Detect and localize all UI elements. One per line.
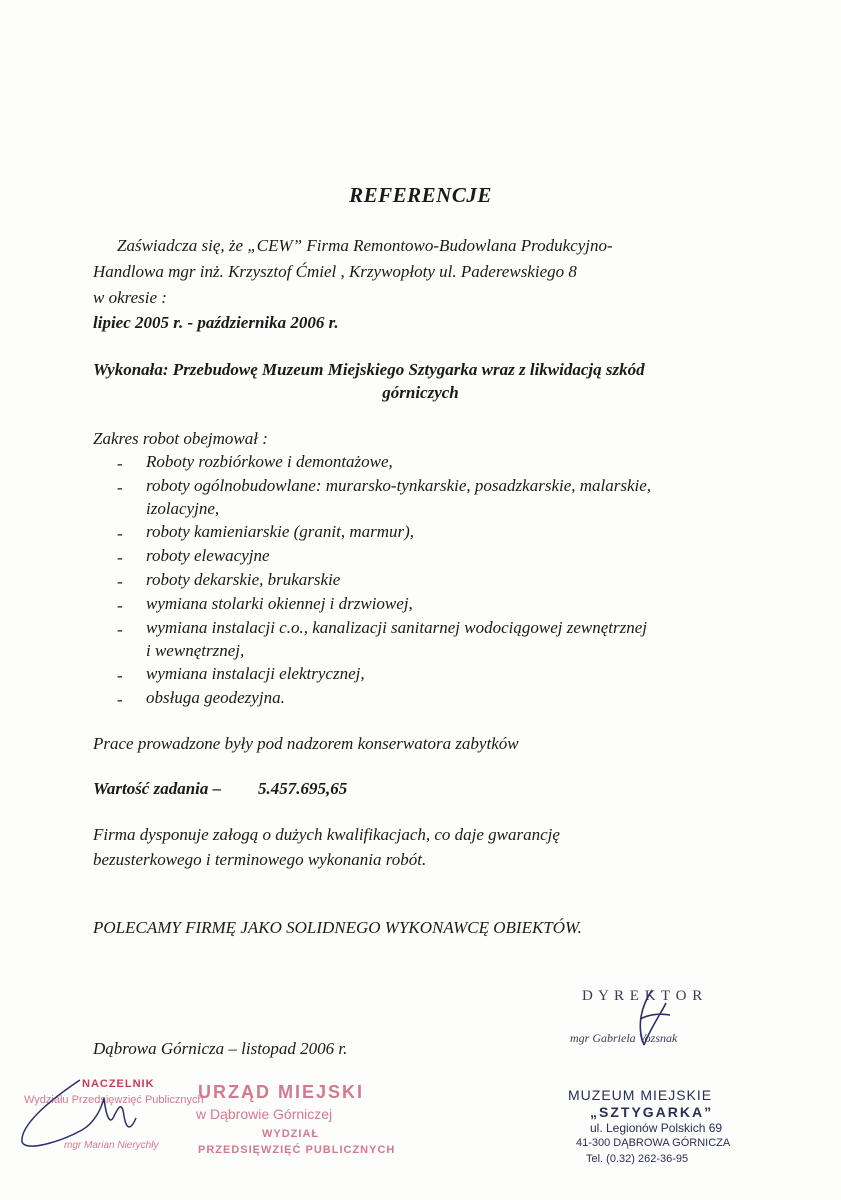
scope-item: roboty dekarskie, brukarskie	[146, 570, 341, 589]
task-value: 5.457.695,65	[258, 779, 348, 798]
qualifications-line-1: Firma dysponuje załogą o dużych kwalifikacjach, co daje gwarancję	[93, 825, 560, 844]
performed-work: Wykonała: Przebudowę Muzeum Miejskiego Sztygarka wraz z likwidacją szkód	[93, 360, 645, 379]
performed-work-cont: górniczych	[382, 383, 459, 402]
scope-item: wymiana instalacji elektrycznej,	[146, 664, 365, 683]
period: lipiec 2005 r. - października 2006 r.	[93, 313, 339, 332]
office-chief-title: NACZELNIK	[82, 1078, 155, 1090]
museum-stamp-line2: „SZTYGARKA”	[590, 1104, 714, 1120]
place-date: Dąbrowa Górnicza – listopad 2006 r.	[93, 1039, 348, 1058]
document-page: REFERENCJE Zaświadcza się, że „CEW” Firma Remontowo-Budowlana Produkcyjno- Handlowa mgr inż. Krzysztof Ćmiel , Krzywopłoty ul. Paderewskiego 8 w okresie : lipiec 2005 r. - października 2006 r. Wykonała: Przebudowę Muzeum Miejskiego Sztygarka wraz z likwidacją szkód górniczych Zakres robot obejmował : - Roboty rozbiórkowe i demontażowe, - roboty ogólnobudowlane: murarsko-tynkarskie, posadzkarskie, malarskie, izolacyjne, - roboty kamieniarskie (granit, marmur), - roboty elewacyjne - roboty dekarskie, brukarskie - wymiana stolarki okiennej i drzwiowej, - wymiana instalacji c.o., kanalizacji sanitarnej wodociągowej zewnętrznej i wewnętrznej, - wymiana instalacji elektrycznej, - obsługa geodezyjna. Prace prowadzone były pod nadzorem konserwatora zabytków Wartość zadania – 5.457.695,65 Firma dysponuje załogą o dużych kwalifikacjach, co daje gwarancję bezusterkowego i terminowego wykonania robót. POLECAMY FIRMĘ JAKO SOLIDNEGO WYKONAWCĘ OBIEKTÓW. Dąbrowa Górnicza – listopad 2006 r. D Y R E K T O R mgr Gabriela Vozsnak MUZEUM MIEJSKIE „SZTYGARKA” ul. Legionów Polskich 69 41-300 DĄBROWA GÓRNICZA Tel. (0.32) 262-36-95 NACZELNIK Wydziału Przedsięwzięć Publicznych mgr Marian Nierychły URZĄD MIEJSKI w Dąbrowie Górniczej WYDZIAŁ PRZEDSIĘWZIĘĆ PUBLICZNYCH	[0, 0, 841, 1200]
scope-item: Roboty rozbiórkowe i demontażowe,	[146, 452, 393, 471]
museum-stamp-line1: MUZEUM MIEJSKIE	[568, 1087, 713, 1103]
director-name: mgr Gabriela Vozsnak	[570, 1031, 678, 1045]
office-stamp-line4: PRZEDSIĘWZIĘĆ PUBLICZNYCH	[198, 1144, 396, 1156]
scope-item: obsługa geodezyjna.	[146, 688, 285, 707]
scope-item: roboty kamieniarskie (granit, marmur),	[146, 522, 415, 541]
intro-line-1: Zaświadcza się, że „CEW” Firma Remontowo-Budowlana Produkcyjno-	[117, 236, 613, 255]
museum-stamp-line3: ul. Legionów Polskich 69	[590, 1121, 723, 1135]
office-stamp-line1: URZĄD MIEJSKI	[198, 1082, 365, 1102]
intro-line-2: Handlowa mgr inż. Krzysztof Ćmiel , Krzywopłoty ul. Paderewskiego 8	[93, 262, 577, 281]
scope-item: wymiana instalacji c.o., kanalizacji sanitarnej wodociągowej zewnętrznej	[146, 618, 647, 637]
scope-item: roboty elewacyjne	[146, 546, 270, 565]
museum-stamp-line4: 41-300 DĄBROWA GÓRNICZA	[576, 1137, 731, 1149]
scope-label: Zakres robot obejmował :	[93, 429, 268, 448]
director-signature-icon	[622, 985, 682, 1055]
supervision-note: Prace prowadzone były pod nadzorem konserwatora zabytków	[93, 734, 519, 753]
scope-item: wymiana stolarki okiennej i drzwiowej,	[146, 594, 413, 613]
office-stamp-line2: w Dąbrowie Górniczej	[196, 1106, 333, 1122]
scope-item: izolacyjne,	[146, 499, 220, 518]
recommendation: POLECAMY FIRMĘ JAKO SOLIDNEGO WYKONAWCĘ OBIEKTÓW.	[93, 918, 582, 937]
value-label: Wartość zadania –	[93, 779, 222, 798]
intro-line-3: w okresie :	[93, 288, 167, 307]
chief-signature-icon	[10, 1070, 190, 1160]
director-title: D Y R E K T O R	[582, 988, 704, 1004]
document-title: REFERENCJE	[349, 183, 492, 207]
scope-item: i wewnętrznej,	[146, 641, 245, 660]
office-stamp-line3: WYDZIAŁ	[262, 1128, 320, 1140]
museum-stamp-line5: Tel. (0.32) 262-36-95	[586, 1153, 689, 1165]
scope-item: roboty ogólnobudowlane: murarsko-tynkarskie, posadzkarskie, malarskie,	[146, 476, 652, 495]
office-department: Wydziału Przedsięwzięć Publicznych	[24, 1094, 204, 1106]
office-person-name: mgr Marian Nierychły	[64, 1140, 159, 1151]
qualifications-line-2: bezusterkowego i terminowego wykonania robót.	[93, 850, 427, 869]
